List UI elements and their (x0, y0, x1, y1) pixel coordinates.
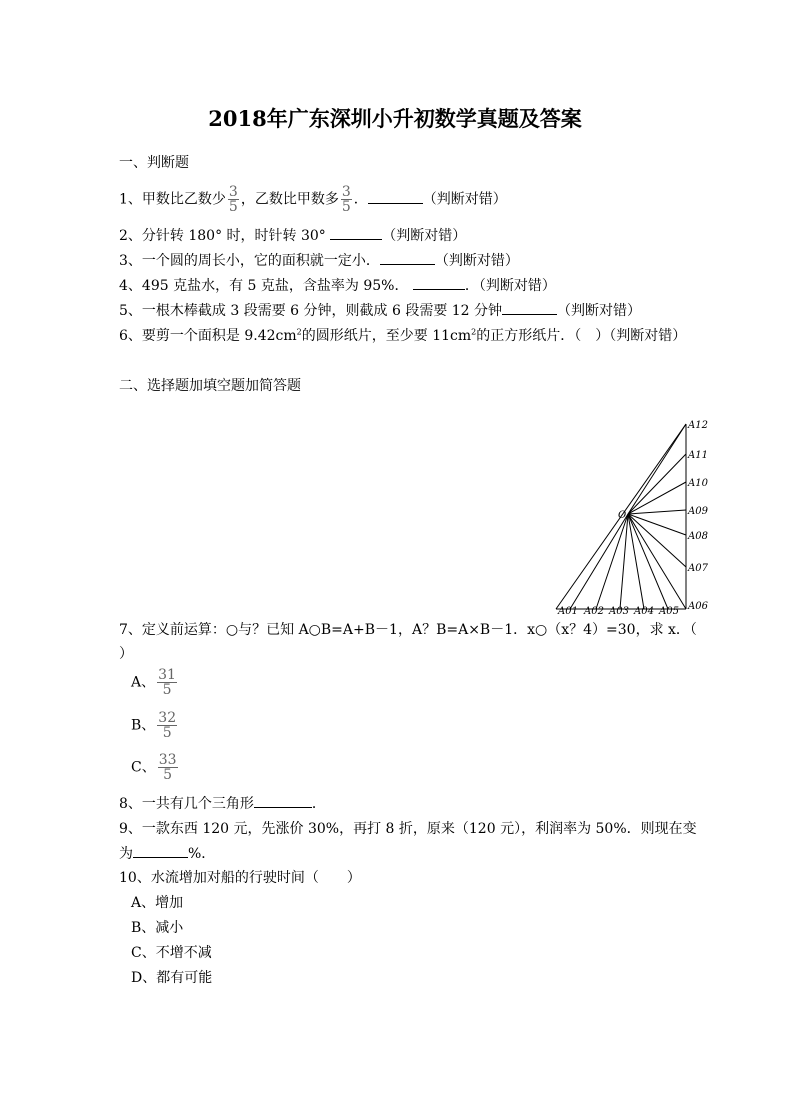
q6-superscript-2: 2 (471, 327, 477, 337)
q4-suffix: ．（判断对错） (464, 278, 556, 294)
question-10: 10、水流增加对船的行驶时间（ ） (119, 870, 361, 886)
q1-fraction-2: $\frac{3}{5}$ (341, 184, 351, 215)
section1-heading: 一、判断题 (119, 155, 189, 171)
q8-text: 8、一共有几个三角形 (119, 796, 254, 812)
question-4 (119, 275, 556, 295)
question-3 (119, 250, 519, 270)
q7-option-a[interactable] (131, 668, 179, 697)
q7-option-c[interactable] (131, 753, 180, 782)
option-fraction: $\frac{31}{5}$ (158, 667, 176, 698)
q2-suffix: （判断对错） (382, 228, 467, 244)
page-title: 2018年广东深圳小升初数学真题及答案 (208, 106, 582, 131)
option-fraction: $\frac{33}{5}$ (158, 752, 177, 783)
q10-option-d[interactable]: D、都有可能 (131, 970, 213, 986)
option-label: B、 (131, 717, 156, 734)
q10-option-c[interactable]: C、不增不减 (131, 945, 212, 961)
q1-text-a: 1、甲数比乙数少 (119, 191, 226, 208)
q1-text-c: ． (353, 191, 368, 208)
q7-option-b[interactable] (131, 711, 179, 740)
q6-text-b: 的圆形纸片，至少要 11cm (301, 328, 472, 344)
q3-answer-blank[interactable] (380, 263, 435, 265)
q4-text: 4、495 克盐水，有 5 克盐，含盐率为 95%． (119, 278, 409, 294)
q1-text-d: （判断对错） (422, 191, 507, 208)
question-6 (119, 325, 686, 345)
figure-label-bottom: A03 (609, 606, 629, 614)
question-8 (119, 793, 326, 813)
figure-label-top: A11 (688, 450, 708, 461)
figure-top-labels (687, 420, 709, 612)
figure-label-top: A10 (688, 478, 708, 489)
figure-label-bottom: A05 (659, 606, 679, 614)
figure-rays-right (628, 424, 686, 609)
q10-option-a[interactable]: A、增加 (131, 895, 184, 911)
question-9-cont (119, 843, 215, 863)
figure-label-top: A07 (688, 563, 708, 574)
q1-text-b: ，乙数比甲数多 (240, 191, 339, 208)
figure-label-bottom: A01 (558, 606, 578, 614)
q2-answer-blank[interactable] (330, 238, 382, 240)
figure-rays-base (570, 514, 668, 609)
figure-label-top: A06 (688, 601, 708, 612)
q3-suffix: （判断对错） (434, 253, 519, 269)
figure-bottom-labels (557, 606, 679, 614)
question-7-close: ） (119, 646, 133, 662)
option-label: C、 (131, 759, 156, 776)
figure-label-bottom: A04 (634, 606, 654, 614)
triangle-figure (548, 412, 710, 614)
q9-text-b: %． (188, 846, 216, 862)
q6-superscript-1: 2 (296, 327, 302, 337)
q10-option-b[interactable]: B、减小 (131, 920, 184, 936)
figure-label-top: A08 (688, 531, 708, 542)
q1-fraction-1: $\frac{3}{5}$ (228, 184, 238, 215)
section2-heading: 二、选择题加填空题加简答题 (119, 378, 301, 394)
figure-label-center: O (618, 510, 627, 521)
question-9: 9、一款东西 120 元，先涨价 30%，再打 8 折，原来（120 元），利润率为 50%．则现在变 (119, 821, 697, 837)
q9-answer-blank[interactable] (133, 856, 188, 858)
question-1 (119, 185, 507, 214)
q5-suffix: （判断对错） (557, 303, 642, 319)
question-7: 7、定义前运算：○与？已知 A○B=A+B－1，A？B=A×B－1．x○（x？4）=30，求 x．（ (119, 622, 697, 638)
question-2 (119, 225, 466, 245)
figure-label-top: A12 (688, 420, 708, 431)
q5-answer-blank[interactable] (502, 313, 557, 315)
q8-answer-blank[interactable] (254, 806, 312, 808)
option-fraction: $\frac{32}{5}$ (158, 710, 177, 741)
figure-label-top: A09 (688, 506, 708, 517)
q8-suffix: ． (311, 796, 326, 812)
figure-label-bottom: A02 (584, 606, 604, 614)
q6-text-c: 的正方形纸片．（ ）（判断对错） (476, 328, 687, 344)
q2-text: 2、分针转 180° 时，时针转 30° (119, 228, 326, 244)
q4-answer-blank[interactable] (413, 288, 465, 290)
q9-text-a: 为 (119, 846, 133, 862)
option-label: A、 (131, 674, 156, 691)
q6-text-a: 6、要剪一个面积是 9.42cm (119, 328, 297, 344)
q1-answer-blank[interactable] (368, 202, 423, 204)
question-5 (119, 300, 641, 320)
q3-text: 3、一个圆的周长小，它的面积就一定小． (119, 253, 380, 269)
q5-text: 5、一根木棒截成 3 段需要 6 分钟，则截成 6 段需要 12 分钟 (119, 303, 503, 319)
